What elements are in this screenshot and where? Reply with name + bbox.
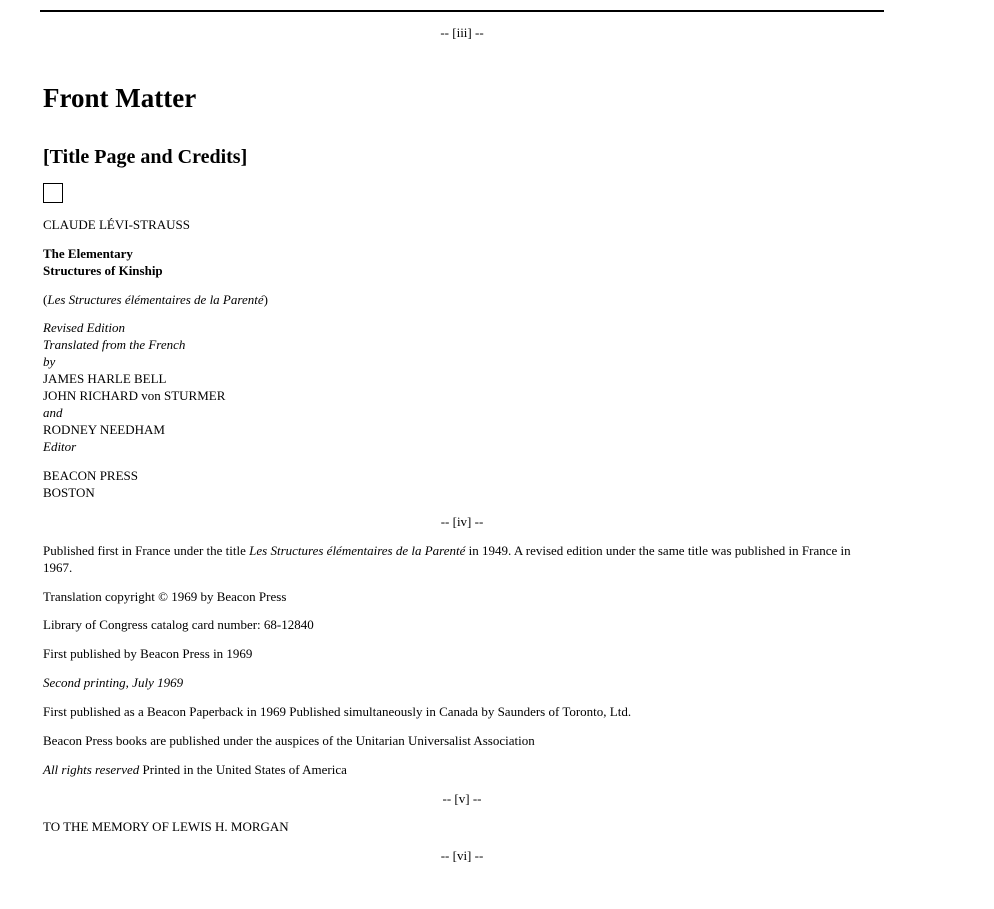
page-marker-iii: -- [iii] -- <box>440 25 484 40</box>
dedication: TO THE MEMORY OF LEWIS H. MORGAN <box>43 819 289 834</box>
image-placeholder-icon <box>43 183 63 203</box>
loc-line: Library of Congress catalog card number: 68-12840 <box>43 617 314 632</box>
page-marker-iv: -- [iv] -- <box>440 514 484 529</box>
translation-credits: Revised Edition Translated from the French by JAMES HARLE BELL JOHN RICHARD von STURMER and RODNEY NEEDHAM Editor <box>43 320 226 454</box>
first-published-line: First published by Beacon Press in 1969 <box>43 646 253 661</box>
publication-history: Published first in France under the title Les Structures élémentaires de la Parenté in 1949. A revised edition under the same title was published in France in 1967. <box>43 543 851 575</box>
auspices-line: Beacon Press books are published under the auspices of the Unitarian Universalist Association <box>43 733 535 748</box>
book-title: The Elementary Structures of Kinship <box>43 246 163 278</box>
original-title: (Les Structures élémentaires de la Parenté) <box>43 292 268 307</box>
page-title: Front Matter <box>43 83 197 113</box>
second-printing-line: Second printing, July 1969 <box>43 675 184 690</box>
page-marker-vi: -- [vi] -- <box>440 848 484 863</box>
author-name: CLAUDE LÉVI-STRAUSS <box>43 217 190 232</box>
publisher-block: BEACON PRESS BOSTON <box>43 468 138 500</box>
top-rule <box>40 10 884 12</box>
section-title: [Title Page and Credits] <box>43 146 248 168</box>
rights-line: All rights reserved Printed in the United States of America <box>43 762 347 777</box>
paperback-line: First published as a Beacon Paperback in 1969 Published simultaneously in Canada by Saunders of Toronto, Ltd. <box>43 704 632 719</box>
copyright-line: Translation copyright © 1969 by Beacon Press <box>43 589 287 604</box>
page-marker-v: -- [v] -- <box>442 791 482 806</box>
